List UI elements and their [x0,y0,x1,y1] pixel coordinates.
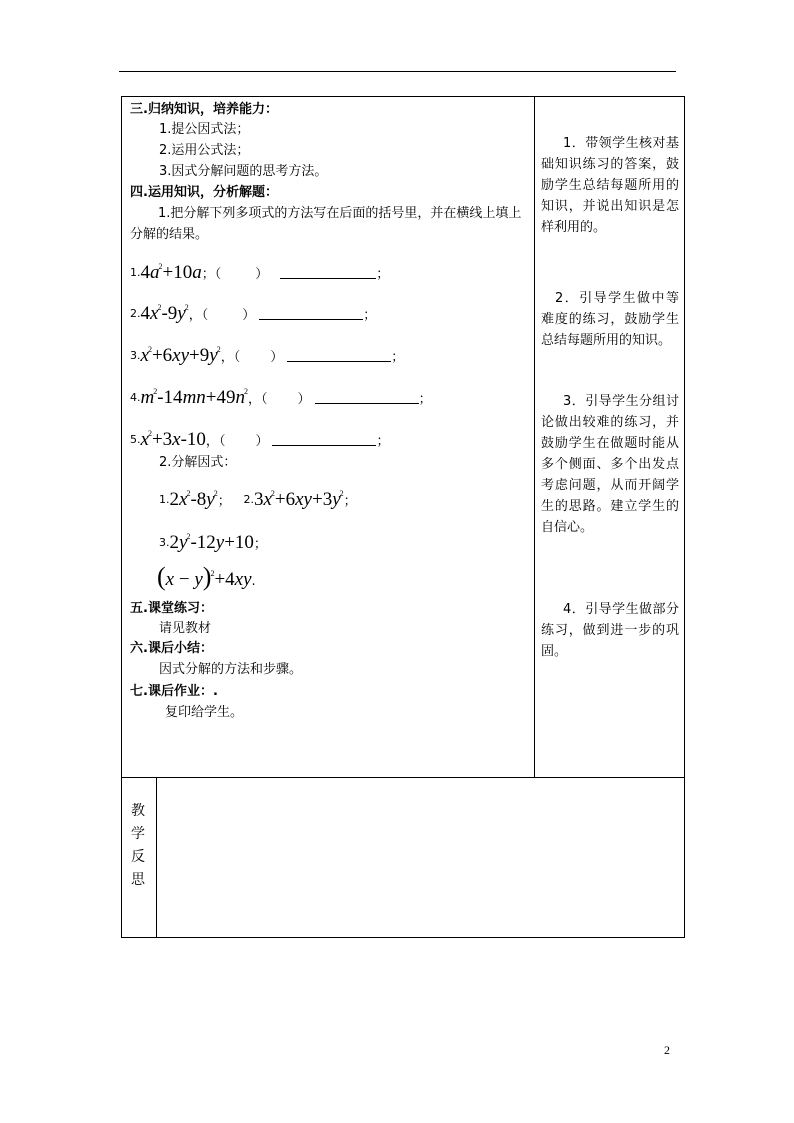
factor-1-number: 1. [159,493,170,506]
problem-2-sep: ， [188,308,202,323]
problem-4-sep: ， [248,392,262,407]
section-4-intro [130,203,528,245]
problem-4-var: m [140,387,155,408]
problem-3-answer-line[interactable] [287,348,391,362]
problem-2-answer-line[interactable] [259,306,363,320]
problem-2-var: x [150,303,159,324]
problem-4-term: -14 [157,387,183,408]
reflection-char: 思 [131,872,145,888]
reflection-char: 学 [131,826,145,842]
problem-3-var: y [209,345,218,366]
problem-4-exp: 2 [244,387,249,396]
problem-4-term: +49 [205,387,236,408]
section-3-heading: 三.归纳知识，培养能力： [130,102,278,117]
problem-1-end: ； [376,267,390,282]
problem-3-exp: 2 [216,345,221,354]
problem-5 [130,422,389,454]
problem-5-answer-line[interactable] [272,432,376,446]
problem-1-term: +10 [162,262,193,283]
section-6-heading: 六.课后小结： [130,641,213,656]
note-4-text: 4．引导学生做部分练习，做到进一步的巩固。 [541,602,679,659]
column-divider [534,96,535,777]
reflection-divider [156,777,157,938]
section-5-body: 请见教材 [159,621,212,636]
problem-4-exp: 2 [153,387,158,396]
problem-5-term: +3 [151,429,173,450]
problem-5-end: ； [376,434,390,449]
reflection-char: 反 [131,849,145,865]
factor-3-sep: ； [253,537,267,552]
section-3-item-1: 1.提公因式法； [159,122,250,137]
problem-4-number: 4. [130,391,141,404]
header-rule [119,71,676,72]
section-6-body: 因式分解的方法和步骤。 [159,662,303,677]
factor-row-3: $(x - y)^2+4xy$. [157,562,256,591]
problem-3 [130,338,404,370]
problem-3-end: ； [391,350,405,365]
problem-5-exp: 2 [147,429,152,438]
problem-5-term: -10 [180,429,206,450]
problem-2-number: 2. [130,307,141,320]
factor-3-number: 3. [159,536,170,549]
note-4 [541,599,679,662]
row-divider [121,777,685,778]
factor-1-sep: ； [217,494,231,509]
page-number: 2 [664,1043,670,1057]
problem-4-var: mn [182,387,206,408]
section-3-item-3: 3.因式分解问题的思考方法。 [159,164,328,179]
problem-5-var: x [172,429,181,450]
problem-4-end: ； [418,392,432,407]
problem-5-var: x [140,429,149,450]
problem-1-exp: 2 [158,262,163,271]
reflection-char: 教 [131,803,145,819]
problem-4-var: n [235,387,246,408]
section-7-heading: 七.课后作业：. [130,684,218,699]
problem-1 [130,255,389,287]
factor-title: 2.分解因式： [159,455,237,470]
section-5-heading: 五.课堂练习： [130,601,213,616]
problem-3-term: +9 [189,345,210,366]
problem-2-paren-close: ） [242,308,256,323]
note-1-text: 1．带领学生核对基础知识练习的答案，鼓励学生总结每题所用的知识，并说出知识是怎样利用的。 [541,136,679,235]
factor-2-sep: ； [343,494,357,509]
problem-1-answer-line[interactable] [280,265,376,279]
problem-4-paren-close: ） [297,392,311,407]
problem-1-number: 1. [130,266,141,279]
factor-row-2: $3.2y^2-12y+10$； [159,532,267,553]
problem-2 [130,296,376,328]
problem-3-var: x [140,345,149,366]
problem-2-paren-open: （ [201,308,209,323]
problem-1-paren-close: ） [255,267,269,282]
problem-2-end: ； [363,308,377,323]
problem-4 [130,380,432,412]
problem-4-paren-open: （ [261,392,268,407]
problem-2-var: y [177,303,186,324]
problem-3-paren-open: （ [233,350,241,365]
note-2 [541,288,679,351]
reflection-label [125,800,151,892]
problem-5-number: 5. [130,433,141,446]
problem-3-exp: 2 [147,345,152,354]
problem-1-var: a [192,262,202,283]
problem-2-exp: 2 [157,303,162,312]
problem-2-term: 4 [140,303,150,324]
problem-1-var: a [150,262,160,283]
problem-1-sep: ； [201,267,215,282]
note-3 [541,391,679,538]
problem-4-answer-line[interactable] [315,390,419,404]
problem-3-term: +6 [151,345,173,366]
note-1 [541,133,679,238]
note-3-text: 3．引导学生分组讨论做出较难的练习，并鼓励学生在做题时能从多个侧面、多个出发点考虑问题，从而开阔学生的思路。建立学生的自信心。 [541,394,679,535]
problem-5-paren-open: （ [218,434,226,449]
problem-2-exp: 2 [184,303,189,312]
problem-1-paren-open: （ [214,267,222,282]
section-7-body: 复印给学生。 [165,705,244,720]
problem-1-term: 4 [140,262,150,283]
section-4-intro-text: 1.把分解下列多项式的方法写在后面的括号里，并在横线上填上分解的结果。 [130,206,522,242]
problem-5-sep: ， [205,434,219,449]
factor-4-sep: . [251,574,256,589]
problem-5-paren-close: ） [255,434,269,449]
note-2-text: 2．引导学生做中等难度的练习，鼓励学生总结每题所用的知识。 [541,291,679,348]
problem-3-sep: ， [220,350,234,365]
problem-3-var: xy [172,345,190,366]
factor-row-1: $1.2x^2-8y^2$； $2.3x^2+6xy+3y^2$； [159,489,357,510]
section-4-heading: 四.运用知识，分析解题： [130,185,278,200]
problem-3-number: 3. [130,349,141,362]
problem-3-paren-close: ） [270,350,284,365]
problem-2-term: -9 [161,303,178,324]
section-3-item-2: 2.运用公式法； [159,143,250,158]
factor-2-number: 2. [243,493,254,506]
